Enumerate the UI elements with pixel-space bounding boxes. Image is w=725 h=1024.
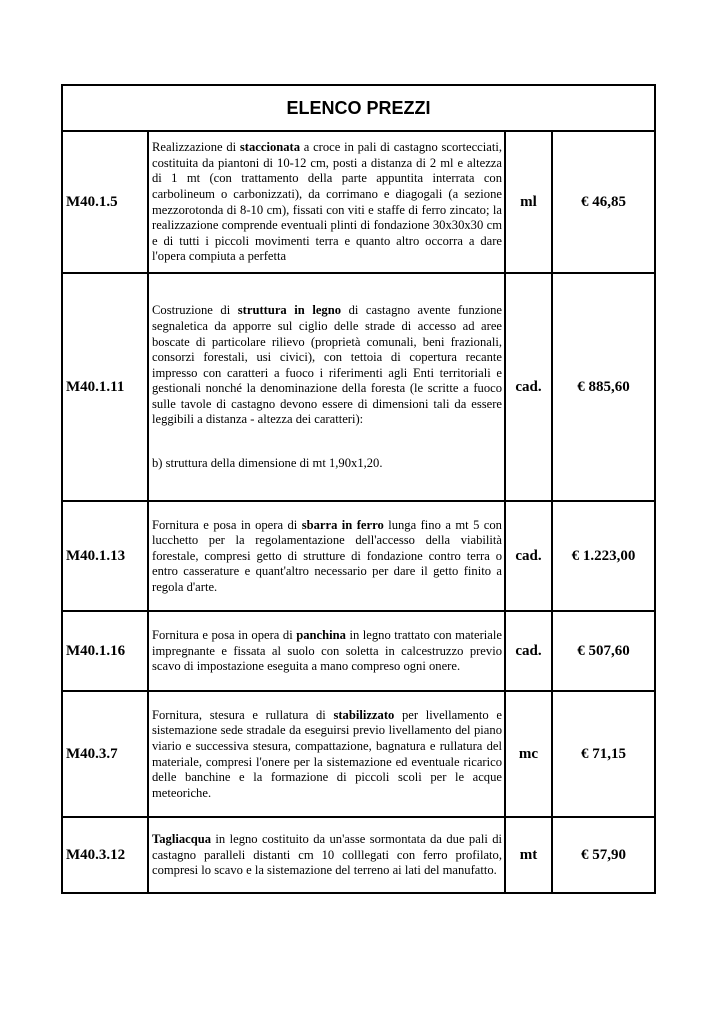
desc-bold: staccionata (239, 140, 301, 155)
item-unit: mc (505, 691, 552, 817)
desc-text: Fornitura e posa in opera di (152, 628, 297, 643)
item-code: M40.1.16 (62, 611, 148, 691)
desc-text: per livellamento e sistemazione sede stradale da eseguirsi previo livellamento del piano viario e successiva stesura, compattazione, bagnatura e rullatura del materiale, compresi l'onere per la sistemazione ed eventuale ricarico delle banchine e la formazione di piccoli scoli per le acque meteoriche. (152, 707, 502, 800)
item-price: € 507,60 (552, 611, 655, 691)
item-code: M40.3.12 (62, 817, 148, 893)
item-description (148, 611, 505, 691)
price-list-table (61, 84, 656, 894)
item-price: € 1.223,00 (552, 501, 655, 611)
item-unit: ml (505, 131, 552, 273)
item-code: M40.1.13 (62, 501, 148, 611)
desc-text: Realizzazione di (152, 140, 240, 155)
item-price: € 71,15 (552, 691, 655, 817)
page-title: ELENCO PREZZI (62, 85, 655, 131)
desc-text: in legno trattato con materiale impregnante e fissata al suolo con soletta in calcestruzzo previo scavo di impostazione eseguita a mano compreso ogni onere. (152, 628, 502, 674)
desc-text: in legno costituito da un'asse sormontata da due pali di castagno paralleli distanti cm 10 colllegati con ferro profilato, compresi lo scavo e la sistemazione del terreno ai lati del manufatto. (152, 832, 502, 878)
item-code: M40.1.5 (62, 131, 148, 273)
desc-text: lunga fino a mt 5 con lucchetto per la regolamentazione dell'accesso della viabilità forestale, compresi getto di strutture di fondazione contro terra o entro casserature e quant'altro necessario per dare il getto finito a regola d'arte. (152, 517, 502, 594)
item-description (148, 273, 505, 501)
desc-bold: panchina (296, 628, 346, 643)
item-price: € 885,60 (552, 273, 655, 501)
table-row (62, 817, 655, 893)
item-description (148, 501, 505, 611)
item-description (148, 691, 505, 817)
item-unit: mt (505, 817, 552, 893)
table-row (62, 501, 655, 611)
item-unit: cad. (505, 273, 552, 501)
desc-text: a croce in pali di castagno scortecciati, costituita da piantoni di 10-12 cm, posti a distanza di 2 ml e altezza di 1 mt (con trattamento della parte appuntita interrata con carbolineum o carbonizzati), da corrimano e diagogali (a sezione mezzorotonda di 8-10 cm), fissati con viti e staffe di ferro zincato; la realizzazione comprende eventuali plinti di fondazione 30x30x30 cm e di tutti i piccoli movimenti terra e quanto altro occorra a dare l'opera compiuta a perfetta (152, 140, 502, 264)
table-row (62, 131, 655, 273)
item-price: € 46,85 (552, 131, 655, 273)
item-description (148, 131, 505, 273)
desc-text: di castagno avente funzione segnaletica da apporre sul ciglio delle strade di accesso ad aree boscate di particolare rilievo (proprietà comunali, beni frazionali, consorzi forestali, usi civici), con tettoia di copertura recante impresso con caratteri a fuoco i riferimenti agli Enti territoriali e gestionali nonché la denominazione della foresta (le scritte a fuoco sulle tavole di castagno devono essere di dimensioni tali da essere leggibili a distanza - altezza dei caratteri): (152, 303, 503, 427)
item-unit: cad. (505, 611, 552, 691)
item-price: € 57,90 (552, 817, 655, 893)
desc-text: Costruzione di (152, 303, 238, 318)
desc-text: Fornitura, stesura e rullatura di (152, 707, 334, 722)
desc-bold: sbarra in ferro (301, 517, 384, 532)
desc-text: Fornitura e posa in opera di (152, 517, 302, 532)
item-code: M40.1.11 (62, 273, 148, 501)
item-code: M40.3.7 (62, 691, 148, 817)
item-unit: cad. (505, 501, 552, 611)
desc-bold: struttura in legno (237, 303, 342, 318)
table-row (62, 273, 655, 501)
table-row (62, 611, 655, 691)
desc-bold: Tagliacqua (152, 832, 212, 847)
desc-extra: b) struttura della dimensione di mt 1,90x1,20. (152, 456, 383, 471)
item-description (148, 817, 505, 893)
desc-bold: stabilizzato (333, 707, 395, 722)
title-row (62, 85, 655, 131)
table-row (62, 691, 655, 817)
